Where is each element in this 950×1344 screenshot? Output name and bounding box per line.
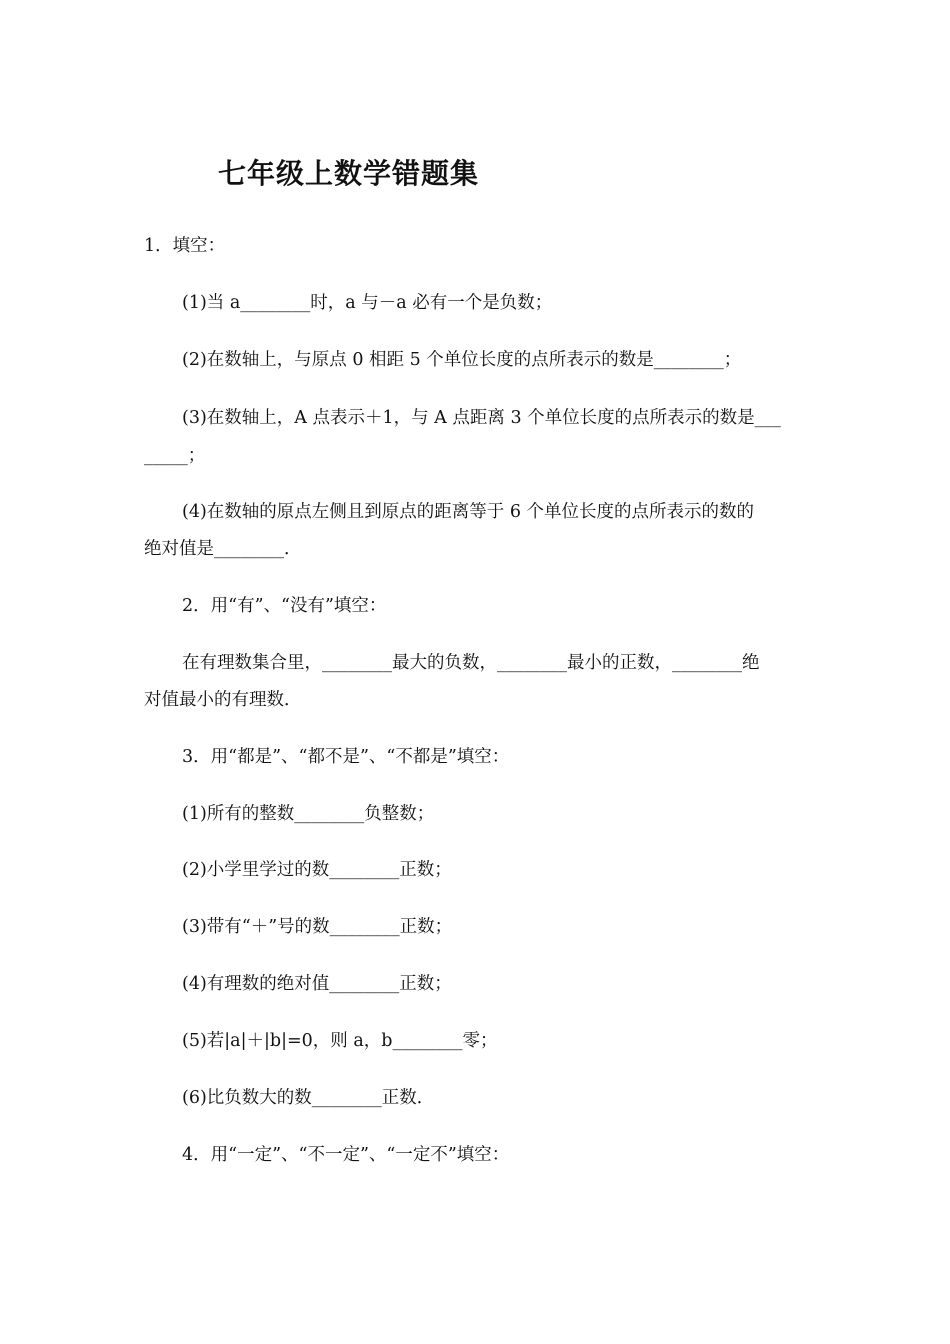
question-3-item-1: (1)所有的整数________负整数；: [182, 804, 435, 824]
question-3-heading: 3．用“都是”、“都不是”、“不都是”填空：: [182, 747, 510, 767]
question-3-item-2: (2)小学里学过的数________正数；: [182, 860, 452, 880]
question-1-item-1: (1)当 a________时，a 与－a 必有一个是负数；: [182, 293, 553, 313]
question-1-item-2: (2)在数轴上，与原点 0 相距 5 个单位长度的点所表示的数是________；: [182, 350, 742, 370]
question-1-item-3: (3)在数轴上，A 点表示＋1，与 A 点距离 3 个单位长度的点所表示的数是___: [182, 408, 781, 428]
question-1-item-4: (4)在数轴的原点左侧且到原点的距离等于 6 个单位长度的点所表示的数的: [182, 502, 755, 522]
question-1-heading: 1．填空：: [144, 236, 226, 256]
question-3-item-4: (4)有理数的绝对值________正数；: [182, 974, 452, 994]
question-1-item-3-continued: _____；: [144, 446, 206, 466]
question-3-item-5: (5)若|a|＋|b|=0，则 a，b________零；: [182, 1031, 498, 1051]
question-2-body: 在有理数集合里，________最大的负数，________最小的正数，________绝: [182, 653, 760, 673]
question-1-item-4-continued: 绝对值是________．: [144, 539, 302, 559]
question-3-item-3: (3)带有“＋”号的数________正数；: [182, 917, 453, 937]
question-2-body-continued: 对值最小的有理数．: [144, 690, 302, 710]
question-3-item-6: (6)比负数大的数________正数．: [182, 1088, 435, 1108]
question-4-heading: 4．用“一定”、“不一定”、“一定不”填空：: [182, 1145, 510, 1165]
question-2-heading: 2．用“有”、“没有”填空：: [182, 596, 387, 616]
page-title: 七年级上数学错题集: [218, 157, 480, 190]
